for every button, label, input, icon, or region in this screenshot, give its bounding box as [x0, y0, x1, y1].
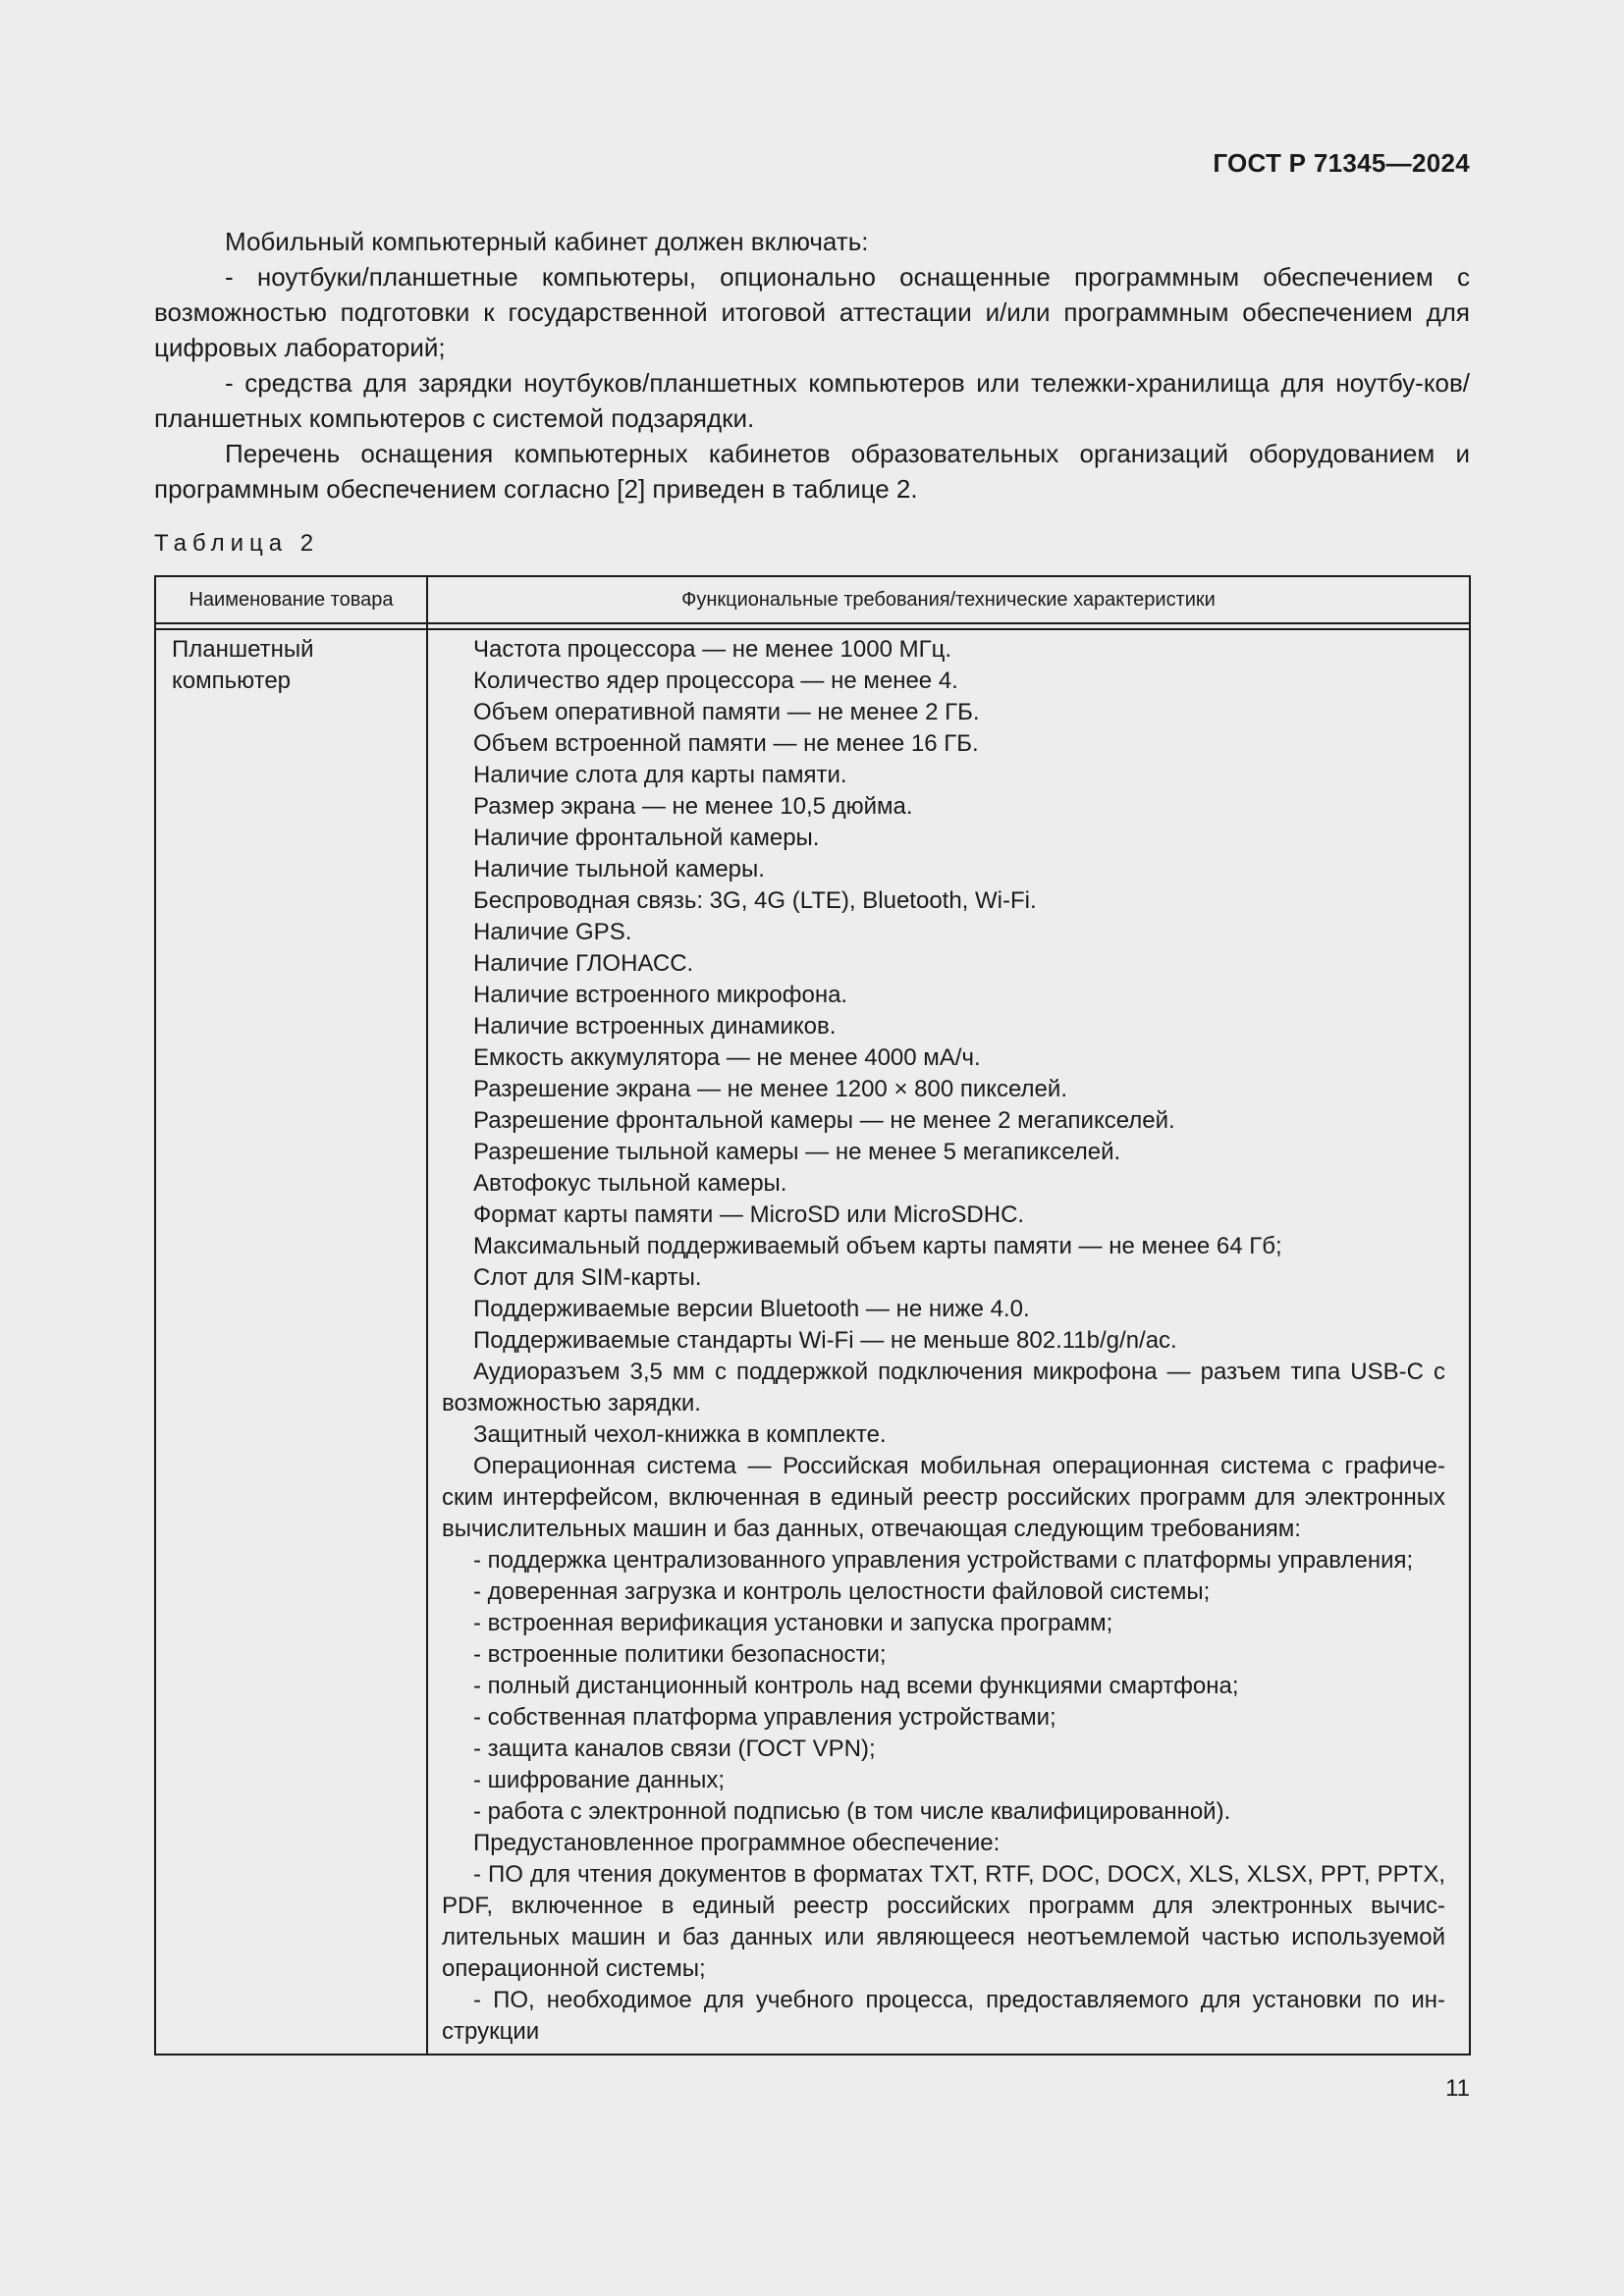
requirement-line: Количество ядер процессора — не менее 4.	[473, 667, 958, 694]
cell-requirements	[442, 634, 1445, 2048]
requirement-line: Поддерживаемые стандарты Wi-Fi — не меньше 802.11b/g/n/ac.	[473, 1327, 1177, 1354]
requirement-line: - доверенная загрузка и контроль целостности файловой системы;	[473, 1578, 1211, 1605]
document-code: ГОСТ Р 71345—2024	[1213, 148, 1470, 178]
requirement-line: - ПО, необходимое для учебного процесса, предоставляемого для установки по ин-струкции	[442, 1987, 1445, 2045]
requirement-line: Размер экрана — не менее 10,5 дюйма.	[473, 793, 913, 820]
requirement-line: - защита каналов связи (ГОСТ VPN);	[473, 1735, 876, 1762]
requirement-line: Частота процессора — не менее 1000 МГц.	[473, 636, 951, 663]
requirement-line: Наличие GPS.	[473, 919, 632, 945]
header-divider	[156, 622, 1469, 624]
requirement-line: Разрешение экрана — не менее 1200 × 800 пикселей.	[473, 1076, 1067, 1102]
requirement-line: Объем оперативной памяти — не менее 2 ГБ.	[473, 699, 980, 725]
requirement-line: Беспроводная связь: 3G, 4G (LTE), Bluetooth, Wi-Fi.	[473, 887, 1037, 914]
requirement-line: Защитный чехол-книжка в комплекте.	[473, 1421, 887, 1448]
requirement-line: Операционная система — Российская мобильная операционная система с графиче-ским интерфейсом, включенная в единый реестр российских программ для электронных вычислительных машин и баз данных, отвечающая следующим требованиям:	[442, 1453, 1445, 1542]
requirement-line: Наличие слота для карты памяти.	[473, 762, 847, 788]
intro-paragraph: Перечень оснащения компьютерных кабинетов образовательных организаций оборудованием и программным обеспечением согласно [2] приведен в таблице 2.	[154, 439, 1470, 504]
header-name: Наименование товара	[189, 588, 394, 611]
intro-paragraph: - ноутбуки/планшетные компьютеры, опционально оснащенные программным обеспечением с возможностью подготовки к государственной итоговой аттестации и/или программным обеспечением для цифровых лабораторий;	[154, 262, 1470, 362]
requirement-line: - встроенная верификация установки и запуска программ;	[473, 1610, 1113, 1636]
requirement-line: Автофокус тыльной камеры.	[473, 1170, 787, 1197]
requirement-line: - работа с электронной подписью (в том числе квалифицированной).	[473, 1798, 1231, 1825]
intro-text	[154, 224, 1470, 507]
requirement-line: Наличие встроенных динамиков.	[473, 1013, 837, 1040]
requirement-line: Наличие тыльной камеры.	[473, 856, 765, 882]
requirement-line: Разрешение фронтальной камеры — не менее 2 мегапикселей.	[473, 1107, 1175, 1134]
requirement-line: Наличие встроенного микрофона.	[473, 982, 848, 1008]
header-divider-double	[156, 628, 1469, 630]
intro-paragraph: - средства для зарядки ноутбуков/планшетных компьютеров или тележки-хранилища для ноутбу-ков/планшетных компьютеров с системой подзарядки.	[154, 368, 1470, 433]
requirement-line: Разрешение тыльной камеры — не менее 5 мегапикселей.	[473, 1139, 1121, 1165]
table-caption: Таблица 2	[154, 530, 320, 557]
cell-product-name: Планшетный компьютер	[172, 636, 314, 694]
page-number: 11	[1445, 2075, 1470, 2102]
requirement-line: - полный дистанционный контроль над всеми функциями смартфона;	[473, 1673, 1239, 1699]
requirement-line: - встроенные политики безопасности;	[473, 1641, 887, 1668]
requirement-line: - поддержка централизованного управления устройствами с платформы управления;	[473, 1547, 1414, 1574]
requirement-line: - собственная платформа управления устройствами;	[473, 1704, 1056, 1731]
requirement-line: Наличие фронтальной камеры.	[473, 825, 820, 851]
requirement-line: Максимальный поддерживаемый объем карты памяти — не менее 64 Гб;	[473, 1233, 1282, 1259]
column-divider	[426, 577, 428, 2054]
requirement-line: - шифрование данных;	[473, 1767, 726, 1793]
requirement-line: Объем встроенной памяти — не менее 16 ГБ.	[473, 730, 979, 757]
requirement-line: Наличие ГЛОНАСС.	[473, 950, 694, 977]
requirement-line: Формат карты памяти — MicroSD или MicroSDHC.	[473, 1201, 1025, 1228]
intro-paragraph: Мобильный компьютерный кабинет должен включать:	[225, 227, 869, 256]
requirement-line: Аудиоразъем 3,5 мм с поддержкой подключения микрофона — разъем типа USB-C с возможностью зарядки.	[442, 1359, 1445, 1416]
requirement-line: - ПО для чтения документов в форматах TXT, RTF, DOC, DOCX, XLS, XLSX, PPT, PPTX, PDF, включенное в единый реестр российских программ для электронных вычис-лительных машин и баз данных или являющееся неотъемлемой частью используемой операционной системы;	[442, 1861, 1445, 1982]
requirement-line: Слот для SIM-карты.	[473, 1264, 702, 1291]
requirements-table	[154, 575, 1471, 2056]
requirement-line: Емкость аккумулятора — не менее 4000 мА/ч.	[473, 1044, 981, 1071]
header-requirements: Функциональные требования/технические характеристики	[681, 588, 1216, 611]
requirement-line: Предустановленное программное обеспечение:	[473, 1830, 1001, 1856]
requirement-line: Поддерживаемые версии Bluetooth — не ниже 4.0.	[473, 1296, 1030, 1322]
